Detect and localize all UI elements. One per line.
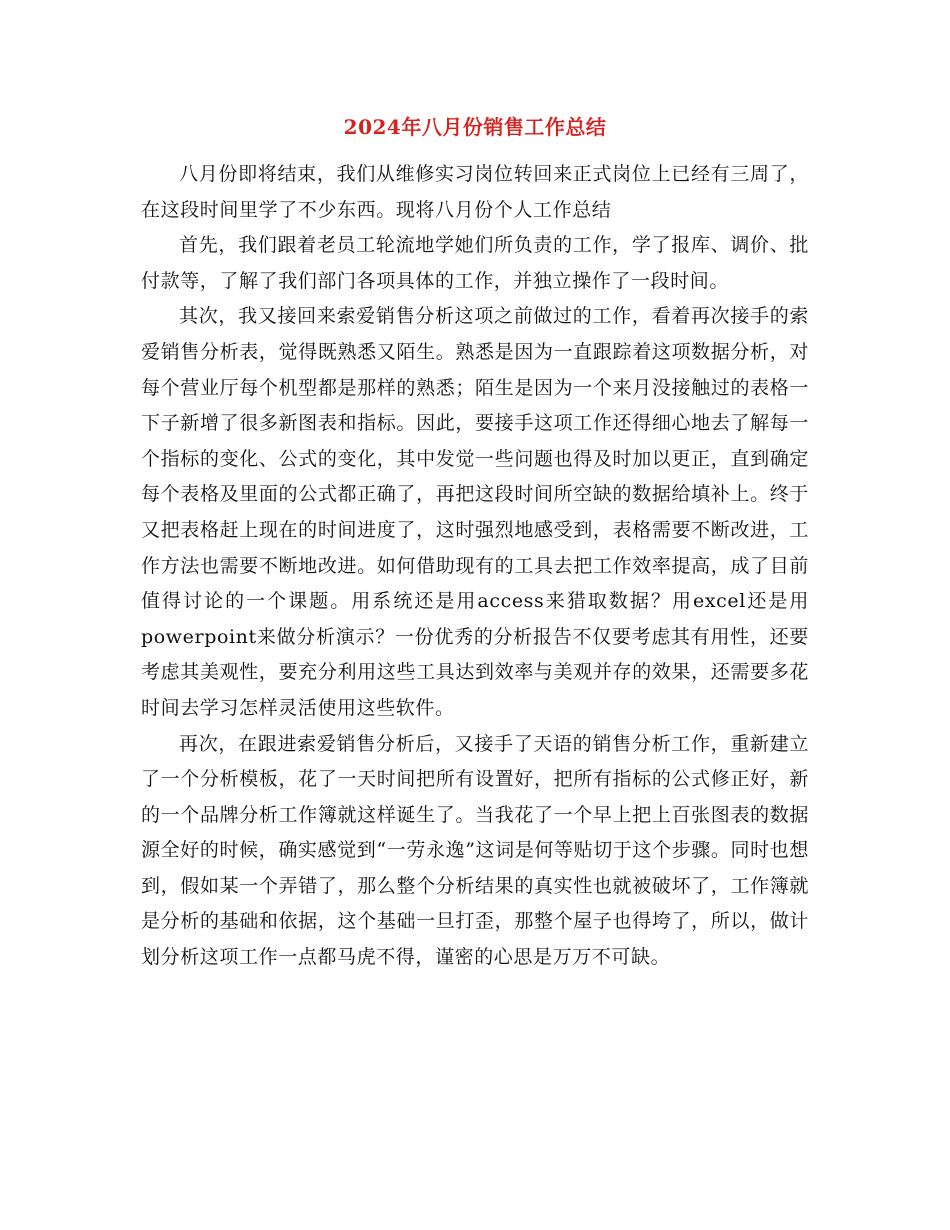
paragraph-third: 再次，在跟进索爱销售分析后，又接手了天语的销售分析工作，重新建立了一个分析模板，花了一天时间把所有设置好，把所有指标的公式修正好，新的一个品牌分析工作簿就这样诞生了。当我花了一个早上把上百张图表的数据源全好的时候，确实感觉到“一劳永逸”这词是何等贴切于这个步骤。同时也想到，假如某一个弄错了，那么整个分析结果的真实性也就被破坏了，工作簿就是分析的基础和依据，这个基础一旦打歪，那整个屋子也得垮了，所以，做计划分析这项工作一点都马虎不得，谨密的心思是万万不可缺。 <box>141 732 809 969</box>
document-body <box>141 157 809 976</box>
document-title: 2024年八月份销售工作总结 <box>343 115 607 139</box>
paragraph-second: 其次，我又接回来索爱销售分析这项之前做过的工作，看着再次接手的索爱销售分析表，觉得既熟悉又陌生。熟悉是因为一直跟踪着这项数据分析，对每个营业厅每个机型都是那样的熟悉；陌生是因为一个来月没接触过的表格一下子新增了很多新图表和指标。因此，要接手这项工作还得细心地去了解每一个指标的变化、公式的变化，其中发觉一些问题也得及时加以更正，直到确定每个表格及里面的公式都正确了，再把这段时间所空缺的数据给填补上。终于又把表格赶上现在的时间进度了，这时强烈地感受到，表格需要不断改进，工作方法也需要不断地改进。如何借助现有的工具去把工作效率提高，成了目前值得讨论的一个课题。用系统还是用access来猎取数据？用excel还是用powerpoint来做分析演示？一份优秀的分析报告不仅要考虑其有用性，还要考虑其美观性，要充分利用这些工具达到效率与美观并存的效果，还需要多花时间去学习怎样灵活使用这些软件。 <box>141 305 809 719</box>
paragraph-intro: 八月份即将结束，我们从维修实习岗位转回来正式岗位上已经有三周了，在这段时间里学了不少东西。现将八月份个人工作总结 <box>141 163 809 221</box>
paragraph-first: 首先，我们跟着老员工轮流地学她们所负责的工作，学了报库、调价、批付款等，了解了我们部门各项具体的工作，并独立操作了一段时间。 <box>141 234 809 292</box>
